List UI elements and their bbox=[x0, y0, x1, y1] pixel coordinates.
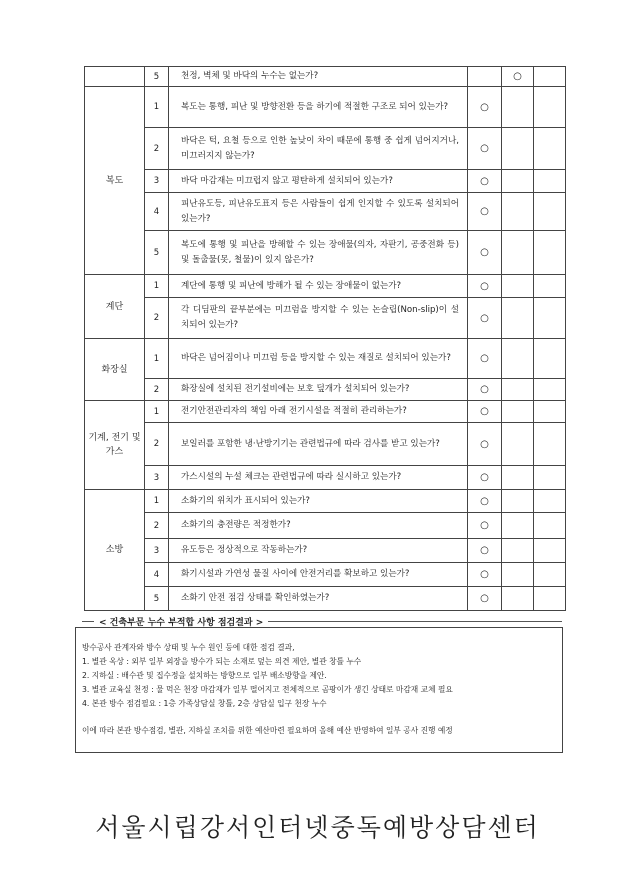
item-number: 4 bbox=[145, 193, 169, 231]
empty-check-cell bbox=[502, 128, 534, 170]
item-question: 천정, 벽체 및 바닥의 누수는 없는가? bbox=[169, 67, 468, 87]
category-cell: 소방 bbox=[85, 490, 145, 611]
item-question: 화장실에 설치된 전기설비에는 보호 덮개가 설치되어 있는가? bbox=[169, 379, 468, 401]
empty-check-cell bbox=[502, 87, 534, 128]
item-question: 소화기의 충전량은 적정한가? bbox=[169, 513, 468, 539]
check-mark: ○ bbox=[468, 275, 502, 298]
check-mark: ○ bbox=[468, 401, 502, 423]
check-mark: ○ bbox=[468, 423, 502, 466]
check-mark: ○ bbox=[468, 298, 502, 339]
item-question: 복도에 통행 및 피난을 방해할 수 있는 장애물(의자, 자판기, 공중전화 등) 및 돌출물(못, 철물)이 있지 않은가? bbox=[169, 231, 468, 275]
item-number: 4 bbox=[145, 563, 169, 587]
empty-check-cell bbox=[534, 401, 566, 423]
item-number: 5 bbox=[145, 587, 169, 611]
empty-check-cell bbox=[534, 67, 566, 87]
item-number: 1 bbox=[145, 339, 169, 379]
checklist-row bbox=[85, 231, 566, 275]
result-intro: 방수공사 관계자와 방수 상태 및 누수 원인 등에 대한 점검 결과, bbox=[82, 643, 295, 652]
item-number: 1 bbox=[145, 401, 169, 423]
empty-check-cell bbox=[468, 67, 502, 87]
item-number: 3 bbox=[145, 539, 169, 563]
item-question: 피난유도등, 피난유도표지 등은 사람들이 쉽게 인지할 수 있도록 설치되어 있는가? bbox=[169, 193, 468, 231]
item-question: 보일러를 포함한 냉·난방기기는 관련법규에 따라 검사를 받고 있는가? bbox=[169, 423, 468, 466]
empty-check-cell bbox=[534, 298, 566, 339]
empty-check-cell bbox=[502, 563, 534, 587]
checklist-row bbox=[85, 170, 566, 193]
checklist-row bbox=[85, 67, 566, 87]
empty-check-cell bbox=[534, 231, 566, 275]
check-mark: ○ bbox=[468, 87, 502, 128]
empty-check-cell bbox=[502, 490, 534, 513]
item-question: 각 디딤판의 끝부분에는 미끄럼을 방지할 수 있는 논슬립(Non-slip)이 설치되어 있는가? bbox=[169, 298, 468, 339]
item-number: 5 bbox=[145, 231, 169, 275]
item-question: 복도는 통행, 피난 및 방향전환 등을 하기에 적절한 구조로 되어 있는가? bbox=[169, 87, 468, 128]
result-item: 1. 별관 옥상 : 외부 일부 외장을 방수가 되는 소재로 덮는 의견 제안, 별관 창틀 누수 bbox=[82, 657, 362, 666]
result-title: < 건축부문 누수 부적합 사항 점검결과 > bbox=[99, 617, 264, 628]
empty-check-cell bbox=[534, 170, 566, 193]
item-question: 가스시설의 누설 체크는 관련법규에 따라 실시하고 있는가? bbox=[169, 466, 468, 490]
check-mark: ○ bbox=[468, 231, 502, 275]
result-item: 4. 본관 방수 점검필요 : 1층 가족상담실 창틀, 2층 상담실 입구 천장 누수 bbox=[82, 699, 327, 708]
checklist-row bbox=[85, 401, 566, 423]
item-number: 5 bbox=[145, 67, 169, 87]
item-question: 전기안전관리자의 책임 아래 전기시설을 적절히 관리하는가? bbox=[169, 401, 468, 423]
empty-check-cell bbox=[502, 339, 534, 379]
result-item: 3. 별관 교육실 천정 : 물 먹은 천장 마감재가 일부 떨어지고 전체적으로 곰팡이가 생긴 상태로 마감재 교체 필요 bbox=[82, 685, 453, 694]
check-mark: ○ bbox=[468, 466, 502, 490]
item-number: 3 bbox=[145, 466, 169, 490]
empty-check-cell bbox=[534, 513, 566, 539]
empty-check-cell bbox=[502, 275, 534, 298]
checklist-row bbox=[85, 423, 566, 466]
empty-check-cell bbox=[534, 466, 566, 490]
check-mark: ○ bbox=[468, 339, 502, 379]
empty-check-cell bbox=[534, 539, 566, 563]
checklist-row bbox=[85, 339, 566, 379]
item-number: 2 bbox=[145, 379, 169, 401]
check-mark: ○ bbox=[468, 539, 502, 563]
check-mark: ○ bbox=[468, 490, 502, 513]
result-closing: 이에 따라 본관 방수점검, 별관, 지하실 조치를 위한 예산마련 필요하며 올해 예산 반영하여 일부 공사 진행 예정 bbox=[82, 726, 453, 735]
category-cell: 화장실 bbox=[85, 339, 145, 401]
empty-check-cell bbox=[534, 339, 566, 379]
item-number: 1 bbox=[145, 490, 169, 513]
organization-name: 서울시립강서인터넷중독예방상담센터 bbox=[95, 813, 540, 842]
item-question: 바닥은 턱, 요철 등으로 인한 높낮이 차이 때문에 통행 중 쉽게 넘어지거나, 미끄러지지 않는가? bbox=[169, 128, 468, 170]
item-number: 1 bbox=[145, 275, 169, 298]
check-mark: ○ bbox=[468, 563, 502, 587]
check-mark: ○ bbox=[468, 128, 502, 170]
empty-check-cell bbox=[502, 170, 534, 193]
item-question: 소화기 안전 점검 상태를 확인하였는가? bbox=[169, 587, 468, 611]
category-cell: 복도 bbox=[85, 87, 145, 275]
empty-check-cell bbox=[502, 423, 534, 466]
check-mark: ○ bbox=[468, 379, 502, 401]
empty-check-cell bbox=[534, 563, 566, 587]
checklist-row bbox=[85, 466, 566, 490]
empty-check-cell bbox=[502, 379, 534, 401]
item-question: 유도등은 정상적으로 작동하는가? bbox=[169, 539, 468, 563]
checklist-table bbox=[84, 66, 566, 611]
category-cell: 계단 bbox=[85, 275, 145, 339]
item-question: 바닥은 넘어짐이나 미끄럼 등을 방지할 수 있는 재질로 설치되어 있는가? bbox=[169, 339, 468, 379]
empty-check-cell bbox=[534, 275, 566, 298]
empty-check-cell bbox=[502, 466, 534, 490]
check-mark: ○ bbox=[468, 513, 502, 539]
result-item: 2. 지하실 : 배수관 및 집수정을 설치하는 방향으로 일부 배소방향을 제안. bbox=[82, 671, 327, 680]
checklist-row bbox=[85, 298, 566, 339]
empty-check-cell bbox=[534, 490, 566, 513]
empty-check-cell bbox=[502, 193, 534, 231]
empty-check-cell bbox=[502, 539, 534, 563]
check-mark: ○ bbox=[468, 170, 502, 193]
empty-check-cell bbox=[534, 587, 566, 611]
check-mark: ○ bbox=[502, 67, 534, 87]
category-cell bbox=[85, 67, 145, 87]
empty-check-cell bbox=[534, 423, 566, 466]
empty-check-cell bbox=[502, 513, 534, 539]
checklist-row bbox=[85, 193, 566, 231]
checklist-row bbox=[85, 490, 566, 513]
item-question: 화기시설과 가연성 물질 사이에 안전거리를 확보하고 있는가? bbox=[169, 563, 468, 587]
checklist-row bbox=[85, 275, 566, 298]
empty-check-cell bbox=[534, 128, 566, 170]
checklist-row bbox=[85, 128, 566, 170]
item-number: 2 bbox=[145, 423, 169, 466]
empty-check-cell bbox=[534, 193, 566, 231]
checklist-row bbox=[85, 539, 566, 563]
item-number: 2 bbox=[145, 128, 169, 170]
empty-check-cell bbox=[502, 231, 534, 275]
empty-check-cell bbox=[502, 401, 534, 423]
item-number: 1 bbox=[145, 87, 169, 128]
check-mark: ○ bbox=[468, 193, 502, 231]
empty-check-cell bbox=[534, 87, 566, 128]
item-number: 2 bbox=[145, 513, 169, 539]
checklist-row bbox=[85, 587, 566, 611]
item-number: 3 bbox=[145, 170, 169, 193]
checklist-row bbox=[85, 87, 566, 128]
empty-check-cell bbox=[534, 379, 566, 401]
item-question: 소화기의 위치가 표시되어 있는가? bbox=[169, 490, 468, 513]
checklist-row bbox=[85, 563, 566, 587]
result-box bbox=[75, 627, 563, 753]
checklist-row bbox=[85, 379, 566, 401]
category-cell: 기계, 전기 및 가스 bbox=[85, 401, 145, 490]
empty-check-cell bbox=[502, 298, 534, 339]
item-question: 바닥 마감재는 미끄럽지 않고 평탄하게 설치되어 있는가? bbox=[169, 170, 468, 193]
check-mark: ○ bbox=[468, 587, 502, 611]
item-question: 계단에 통행 및 피난에 방해가 될 수 있는 장애물이 없는가? bbox=[169, 275, 468, 298]
item-number: 2 bbox=[145, 298, 169, 339]
empty-check-cell bbox=[502, 587, 534, 611]
checklist-row bbox=[85, 513, 566, 539]
